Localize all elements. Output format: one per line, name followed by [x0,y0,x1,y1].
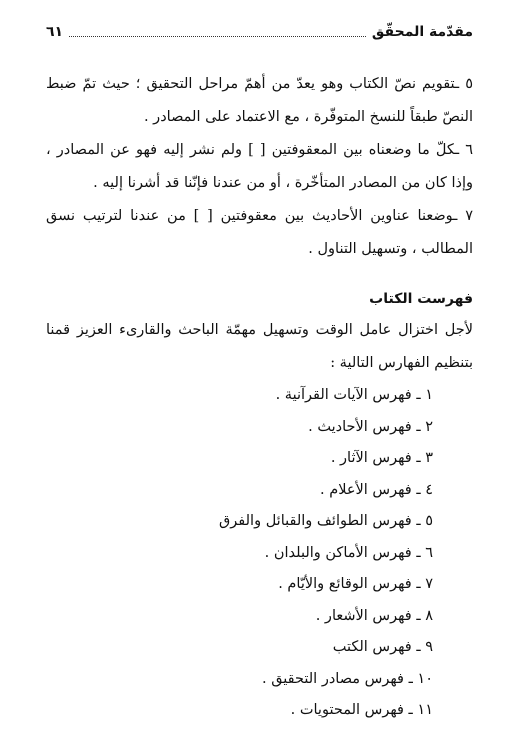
list-item: ٨ ـ فهرس الأشعار . [315,607,433,624]
paragraph-number: ٥ ـ [454,76,473,92]
paragraph-text: كلّ ما وضعناه بين المعقوفتين [ ] ولم نشر إليه فهو عن المصادر ، وإذا كان من المصادر المتأخّرة ، أو من عندنا فإنّنا قد أشرنا إليه . [46,142,473,191]
page-body [46,68,473,727]
list-item: ١٠ ـ فهرس مصادر التحقيق . [262,670,433,687]
paragraph-number: ٧ ـ [453,208,473,224]
paragraph-number: ٦ ـ [454,142,473,158]
paragraph-text: تقويم نصّ الكتاب وهو يعدّ من أهمّ مراحل التحقيق ؛ حيث تمّ ضبط النصّ طبقاً للنسخ المتوفّرة ، مع الاعتماد على المصادر . [46,76,473,125]
index-list [46,380,473,727]
list-item: ١١ ـ فهرس المحتويات . [290,702,433,718]
paragraph-7 [46,200,473,266]
page-number: ٦١ [46,24,64,40]
list-item: ٤ ـ فهرس الأعلام . [320,481,433,498]
list-item: ٥ ـ فهرس الطوائف والقبائل والفرق [219,513,433,529]
section-intro: لأجل اختزال عامل الوقت وتسهيل مهمّة الباحث والقارىء العزيز قمنا بتنظيم الفهارس التالية : [46,322,473,371]
section-heading: فهرست الكتاب [369,291,473,307]
list-item: ١ ـ فهرس الآيات القرآنية . [275,387,433,403]
paragraph-5 [46,68,473,134]
header-title: مقدّمة المحقّق [371,24,473,40]
list-item: ٦ ـ فهرس الأماكن والبلدان . [264,544,433,561]
header-dot-leader [69,36,366,37]
list-item: ٣ ـ فهرس الآثار . [330,450,433,466]
list-item: ٩ ـ فهرس الكتب [332,639,433,655]
running-header [46,20,473,44]
paragraph-text: وضعنا عناوين الأحاديث بين معقوفتين [ ] من عندنا لترتيب نسق المطالب ، وتسهيل التناول . [46,208,473,257]
paragraph-6 [46,134,473,200]
list-item: ٢ ـ فهرس الأحاديث . [308,418,433,435]
list-item: ٧ ـ فهرس الوقائع والأيّام . [278,576,433,592]
